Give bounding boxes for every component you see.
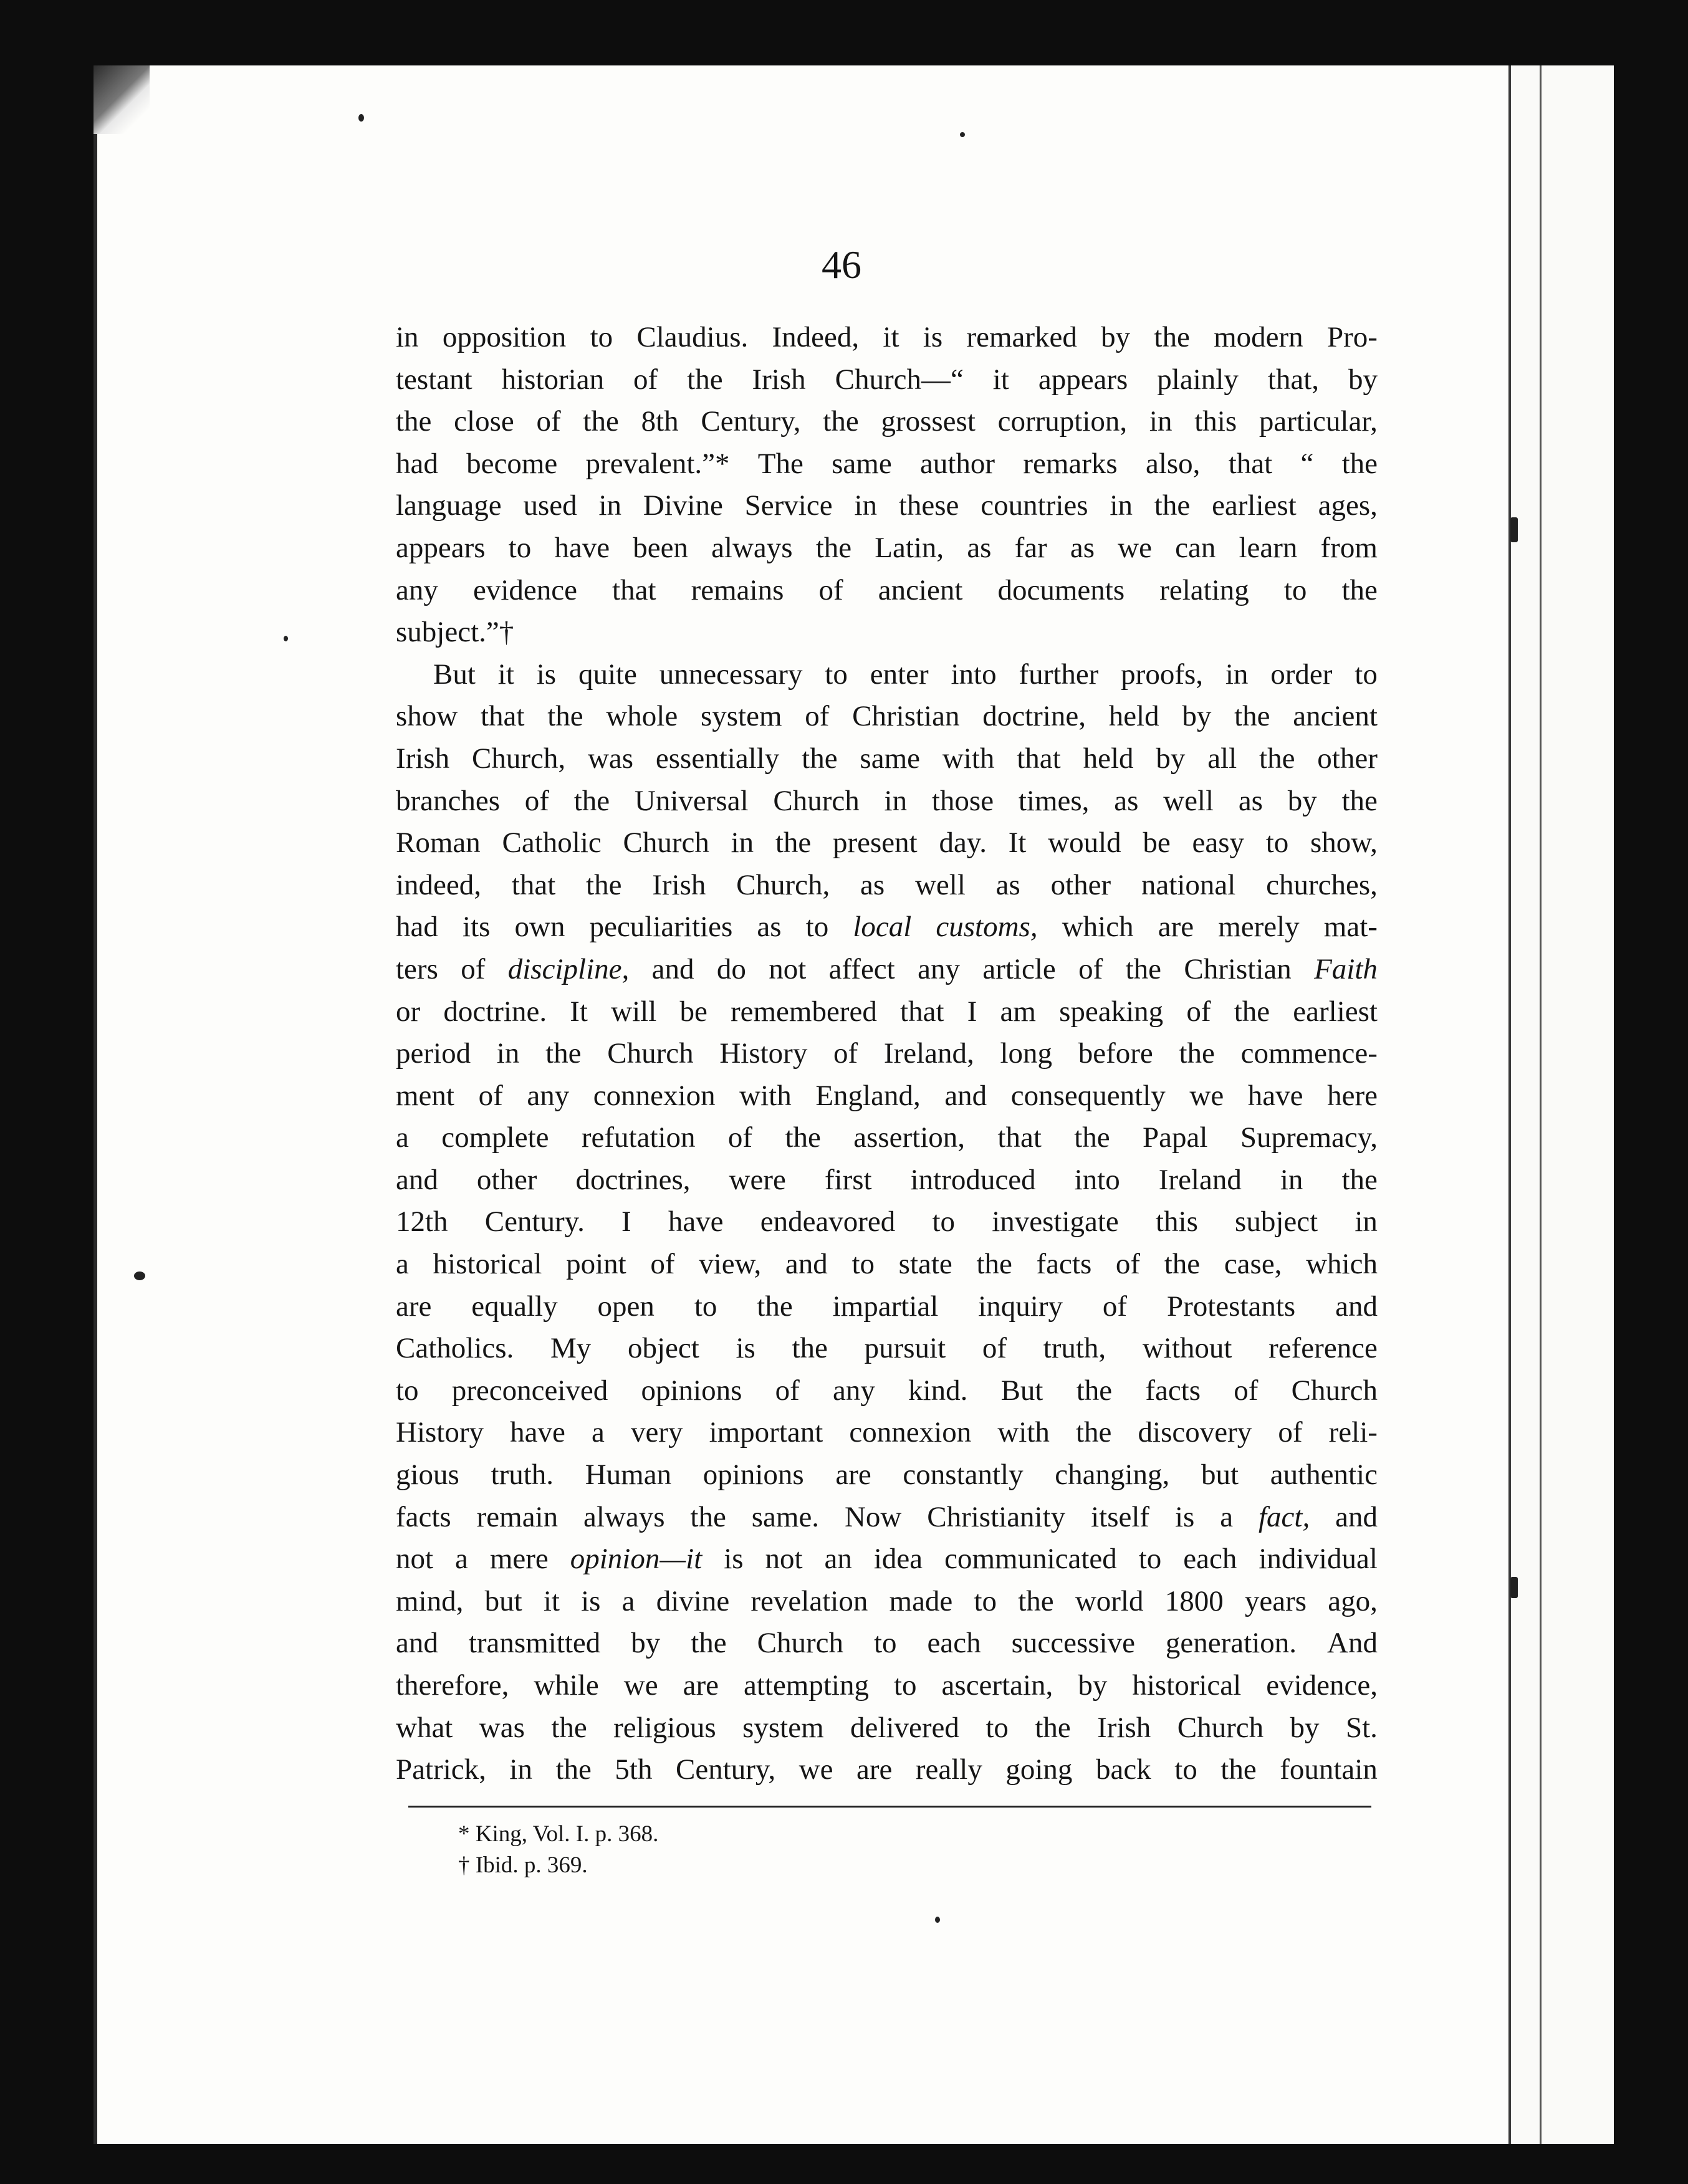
text-line: a complete refutation of the assertion, that the Papal Supremacy, xyxy=(396,1121,1378,1154)
page-corner-fold xyxy=(94,65,150,134)
text-line: branches of the Universal Church in those times, as well as by the xyxy=(396,784,1378,817)
page-number: 46 xyxy=(822,242,861,287)
scan-speck xyxy=(1510,1577,1518,1598)
text-line: gious truth. Human opinions are constantly changing, but authentic xyxy=(396,1458,1378,1492)
scan-speck xyxy=(358,114,364,122)
scan-speck xyxy=(960,132,965,137)
text-line: subject.”† xyxy=(396,616,514,649)
scan-speck xyxy=(1510,517,1518,542)
footnote-2: † Ibid. p. 369. xyxy=(458,1852,588,1878)
page-gutter-line xyxy=(1540,65,1542,2144)
text-line: indeed, that the Irish Church, as well as other national churches, xyxy=(396,868,1378,901)
text-line: are equally open to the impartial inquiry of Protestants and xyxy=(396,1290,1378,1323)
text-line: therefore, while we are attempting to ascertain, by historical evidence, xyxy=(396,1669,1378,1702)
body-text xyxy=(396,317,1378,1791)
text-line: and other doctrines, were first introduced into Ireland in the xyxy=(396,1163,1378,1196)
text-line: testant historian of the Irish Church—“ it appears plainly that, by xyxy=(396,363,1378,396)
footnote-rule xyxy=(408,1806,1371,1808)
text-line: Patrick, in the 5th Century, we are really going back to the fountain xyxy=(396,1753,1378,1786)
text-line: not a mere opinion—it is not an idea communicated to each individual xyxy=(396,1543,1378,1576)
scan-speck xyxy=(935,1917,940,1923)
text-line: Catholics. My object is the pursuit of truth, without reference xyxy=(396,1332,1378,1365)
scan-border-bottom xyxy=(0,2144,1688,2184)
text-line: what was the religious system delivered to the Irish Church by St. xyxy=(396,1711,1378,1744)
scan-speck xyxy=(134,1272,145,1280)
text-line: in opposition to Claudius. Indeed, it is remarked by the modern Pro- xyxy=(396,321,1378,353)
footnote-1: * King, Vol. I. p. 368. xyxy=(458,1821,659,1847)
text-line: Irish Church, was essentially the same with that held by all the other xyxy=(396,742,1378,775)
text-line: ters of discipline, and do not affect any article of the Christian Faith xyxy=(396,952,1378,985)
text-line: language used in Divine Service in these countries in the earliest ages, xyxy=(396,489,1378,522)
scan-border-right xyxy=(1611,0,1688,2184)
text-line: had become prevalent.”* The same author remarks also, that “ the xyxy=(396,447,1378,480)
text-line: the close of the 8th Century, the grossest corruption, in this particular, xyxy=(396,405,1378,438)
text-line: mind, but it is a divine revelation made to the world 1800 years ago, xyxy=(396,1584,1378,1617)
text-line: and transmitted by the Church to each successive generation. And xyxy=(396,1627,1378,1660)
scan-border-top xyxy=(0,0,1688,65)
text-line: show that the whole system of Christian doctrine, held by the ancient xyxy=(396,700,1378,733)
text-line: History have a very important connexion with the discovery of reli- xyxy=(396,1416,1378,1449)
text-line: period in the Church History of Ireland, long before the commence- xyxy=(396,1037,1378,1070)
text-line: had its own peculiarities as to local customs, which are merely mat- xyxy=(396,911,1378,944)
text-line: any evidence that remains of ancient documents relating to the xyxy=(396,573,1378,606)
text-line: But it is quite unnecessary to enter into further proofs, in order to xyxy=(433,658,1378,691)
text-line: a historical point of view, and to state the facts of the case, which xyxy=(396,1248,1378,1281)
text-line: appears to have been always the Latin, as far as we can learn from xyxy=(396,531,1378,564)
text-line: to preconceived opinions of any kind. But the facts of Church xyxy=(396,1374,1378,1407)
facing-page-edge xyxy=(1508,65,1614,2144)
scan-border-left xyxy=(0,0,94,2184)
scan-speck xyxy=(284,636,288,641)
text-line: ment of any connexion with England, and consequently we have here xyxy=(396,1079,1378,1112)
text-line: Roman Catholic Church in the present day. It would be easy to show, xyxy=(396,826,1378,860)
text-line: or doctrine. It will be remembered that I am speaking of the earliest xyxy=(396,995,1378,1028)
text-line: 12th Century. I have endeavored to investigate this subject in xyxy=(396,1205,1378,1238)
text-line: facts remain always the same. Now Christianity itself is a fact, and xyxy=(396,1500,1378,1533)
